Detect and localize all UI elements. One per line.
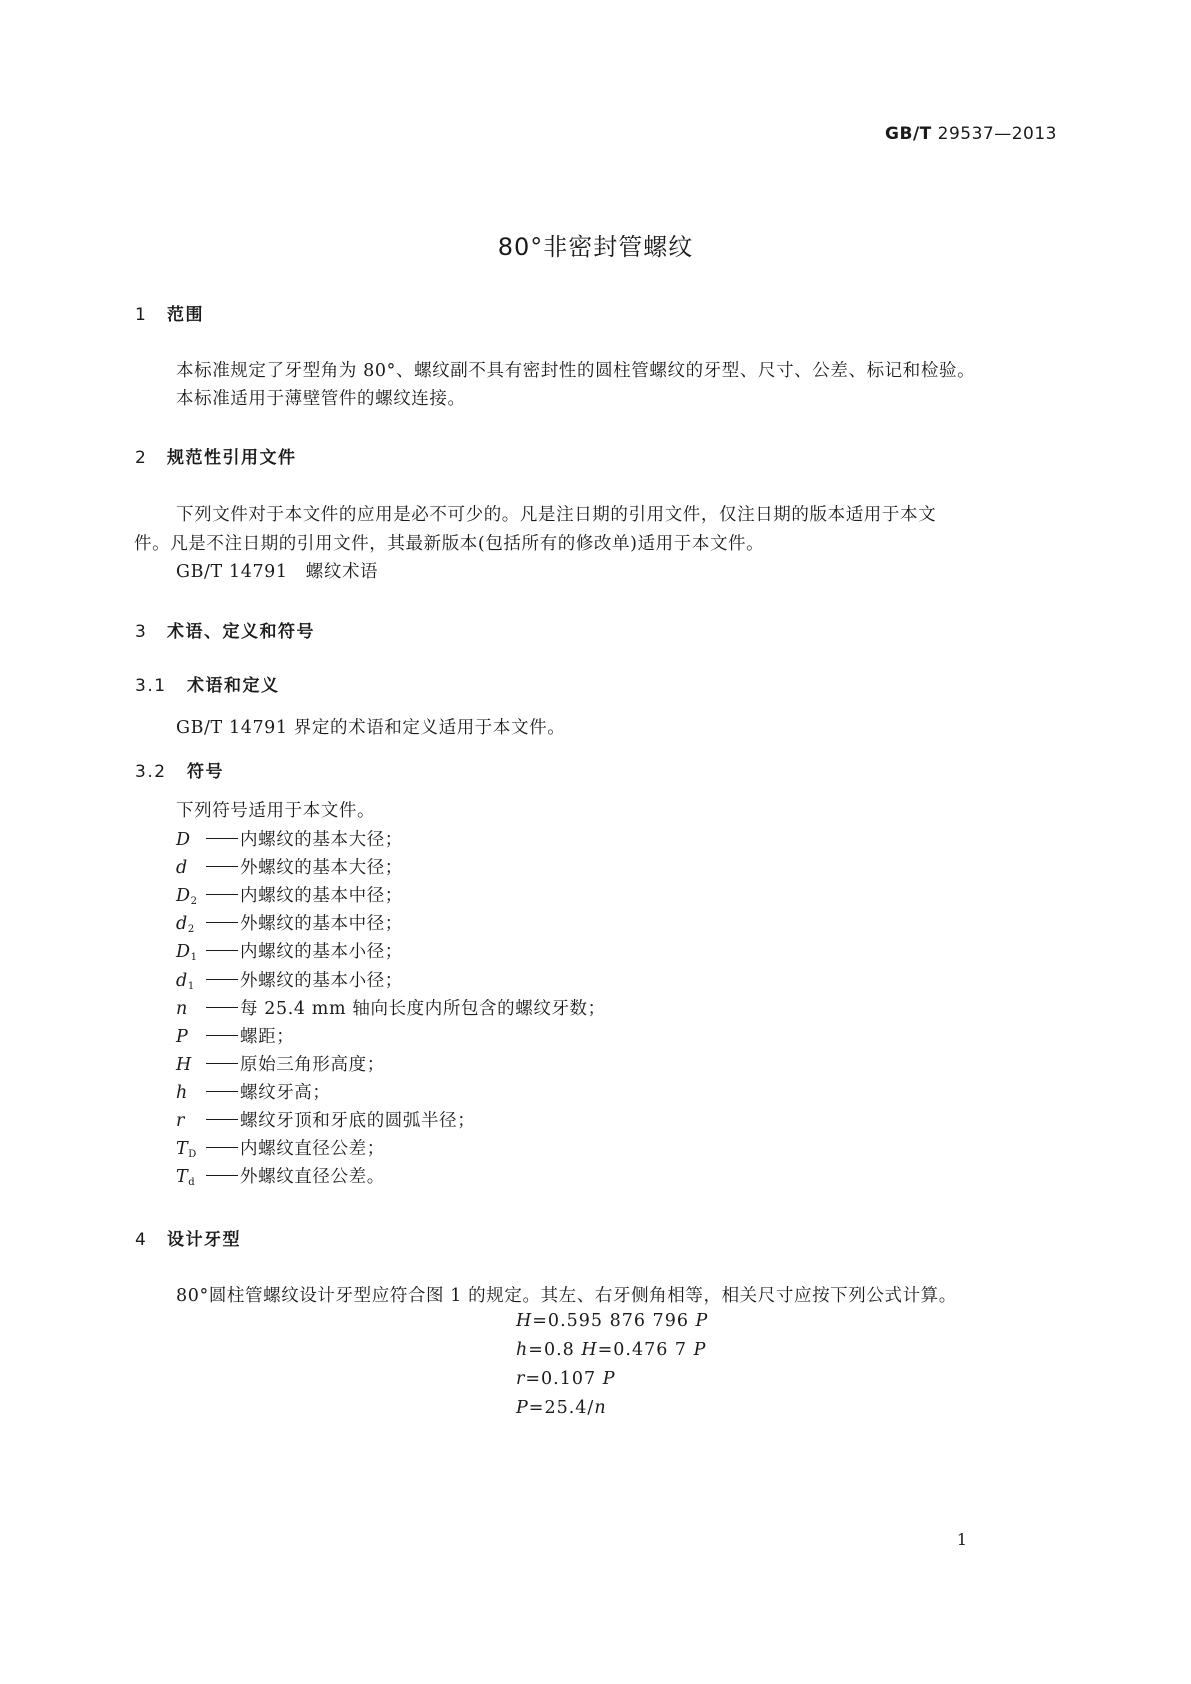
normative-reference: GB/T 14791 螺纹术语: [176, 562, 379, 582]
section-2-paragraph-line-2: 件。凡是不注日期的引用文件，其最新版本(包括所有的修改单)适用于本文件。: [134, 534, 765, 554]
page-number: 1: [956, 1530, 967, 1549]
section-1-paragraph-1: 本标准规定了牙型角为 80°、螺纹副不具有密封性的圆柱管螺纹的牙型、尺寸、公差、标记和检验。: [176, 361, 976, 381]
symbol-item: [176, 826, 403, 851]
section-number: 1: [135, 305, 148, 325]
em-dash-rule: [206, 979, 238, 980]
symbol: $d_2$: [176, 914, 195, 936]
symbol: H: [176, 1054, 192, 1075]
symbol-item: [176, 882, 403, 907]
section-number: 3: [135, 622, 148, 642]
symbol-description: 螺纹牙顶和牙底的圆弧半径；: [240, 1111, 476, 1131]
formula-P: P=25.4/n: [516, 1398, 607, 1418]
symbol: $T_D$: [176, 1139, 197, 1161]
section-2-heading: [135, 443, 297, 468]
section-title: 范围: [167, 305, 204, 325]
document-title: 80°非密封管螺纹: [497, 233, 694, 261]
section-3-2-heading: [135, 757, 224, 782]
symbol-item: [176, 995, 606, 1020]
standard-number: [885, 124, 1057, 144]
em-dash-rule: [206, 1063, 238, 1064]
formula-H: H=0.595 876 796 P: [516, 1311, 709, 1331]
symbol-description: 原始三角形高度；: [240, 1054, 385, 1075]
section-4-paragraph: 80°圆柱管螺纹设计牙型应符合图 1 的规定。其左、右牙侧角相等，相关尺寸应按下列公式计算。: [176, 1286, 957, 1306]
section-title: 术语、定义和符号: [167, 622, 315, 642]
section-1-heading: [135, 300, 204, 325]
symbol: r: [176, 1111, 185, 1131]
symbol-description: 内螺纹的基本大径；: [240, 830, 403, 850]
symbol-item: [176, 1107, 475, 1132]
symbol-description: 外螺纹的基本小径；: [240, 970, 403, 991]
symbol: D: [176, 830, 191, 850]
symbol-item: [176, 910, 403, 935]
symbol-description: 螺距；: [240, 1026, 295, 1047]
section-2-paragraph-line-1: 下列文件对于本文件的应用是必不可少的。凡是注日期的引用文件，仅注日期的版本适用于本文: [176, 505, 937, 525]
em-dash-rule: [206, 1035, 238, 1036]
em-dash-rule: [206, 1119, 238, 1120]
symbol: $d_1$: [176, 970, 195, 992]
symbol-description: 每 25.4 mm 轴向长度内所包含的螺纹牙数；: [240, 998, 606, 1019]
symbol: $D_2$: [176, 886, 198, 908]
section-3-1-heading: [135, 671, 280, 696]
em-dash-rule: [206, 838, 238, 839]
symbol-item: [176, 1135, 385, 1160]
symbol-item: [176, 854, 403, 879]
section-number: 2: [135, 448, 148, 468]
symbol: $D_1$: [176, 942, 198, 964]
em-dash-rule: [206, 950, 238, 951]
symbol-item: [176, 1163, 385, 1188]
symbol: d: [176, 858, 188, 879]
symbols-intro: 下列符号适用于本文件。: [176, 801, 376, 821]
symbol-item: [176, 938, 403, 963]
symbol-description: 外螺纹直径公差。: [240, 1167, 385, 1188]
section-4-heading: [135, 1225, 241, 1250]
section-title: 设计牙型: [167, 1230, 241, 1250]
symbol: n: [176, 998, 188, 1019]
symbol-item: [176, 1051, 385, 1076]
em-dash-rule: [206, 1175, 238, 1176]
symbol: h: [176, 1082, 188, 1103]
section-number: 3.1: [135, 676, 167, 696]
symbol-description: 内螺纹的基本中径；: [240, 886, 403, 907]
em-dash-rule: [206, 866, 238, 867]
section-title: 规范性引用文件: [167, 448, 297, 468]
section-1-paragraph-2: 本标准适用于薄壁管件的螺纹连接。: [176, 389, 466, 409]
em-dash-rule: [206, 1147, 238, 1148]
symbol-item: [176, 1079, 331, 1104]
symbol: $T_d$: [176, 1167, 196, 1189]
symbol-item: [176, 1023, 294, 1048]
section-3-1-paragraph: GB/T 14791 界定的术语和定义适用于本文件。: [176, 718, 566, 738]
em-dash-rule: [206, 1007, 238, 1008]
section-number: 4: [135, 1230, 148, 1250]
standard-code: 29537—2013: [937, 124, 1057, 144]
em-dash-rule: [206, 1091, 238, 1092]
symbol-description: 外螺纹的基本中径；: [240, 914, 403, 935]
section-3-heading: [135, 617, 315, 642]
em-dash-rule: [206, 894, 238, 895]
standard-prefix: GB/T: [885, 124, 932, 144]
symbol: P: [176, 1026, 189, 1047]
symbol-item: [176, 967, 403, 992]
symbol-description: 内螺纹直径公差；: [240, 1139, 385, 1160]
symbol-description: 内螺纹的基本小径；: [240, 942, 403, 963]
formula-r: r=0.107 P: [516, 1369, 616, 1389]
section-title: 术语和定义: [187, 676, 280, 696]
section-number: 3.2: [135, 762, 167, 782]
em-dash-rule: [206, 922, 238, 923]
formula-h: h=0.8 H=0.476 7 P: [516, 1340, 707, 1360]
section-title: 符号: [187, 762, 224, 782]
symbol-description: 螺纹牙高；: [240, 1082, 331, 1103]
symbol-description: 外螺纹的基本大径；: [240, 858, 403, 879]
